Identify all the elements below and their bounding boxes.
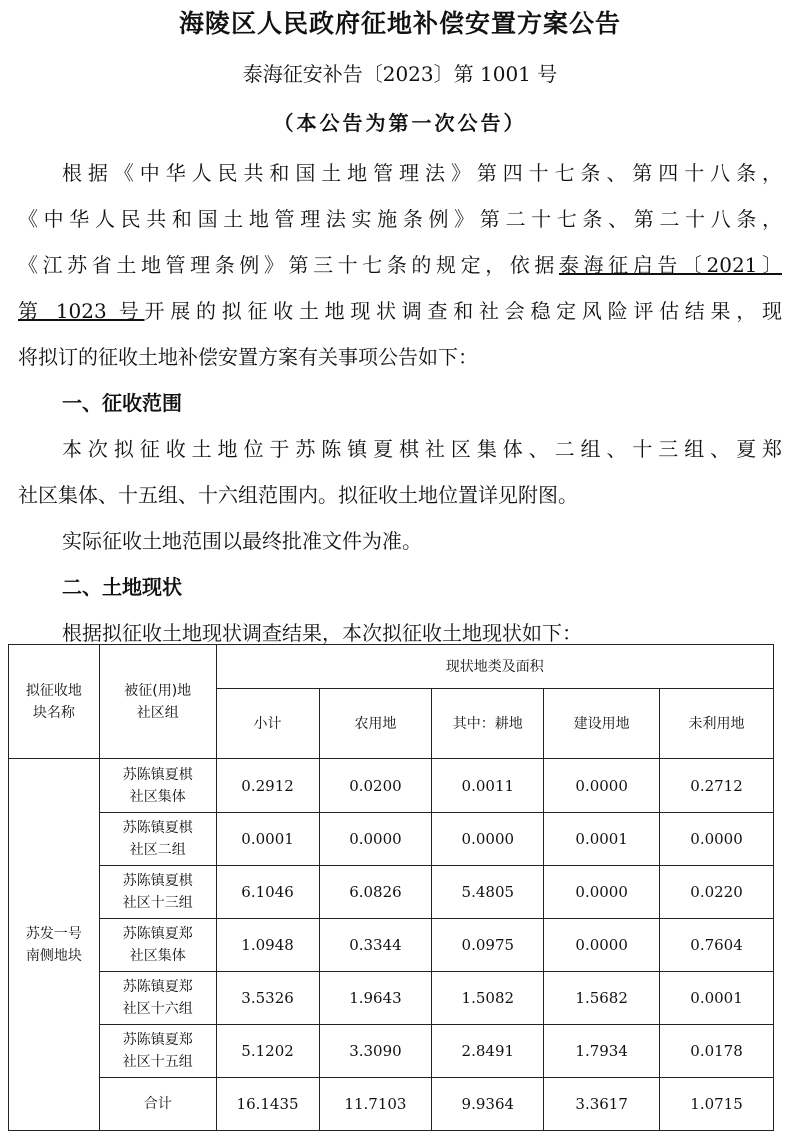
paragraph-line: 《中华人民共和国土地管理法实施条例》第二十七条、第二十八条， — [18, 207, 782, 231]
village-cell: 苏陈镇夏郑 社区集体 — [99, 919, 216, 972]
value-cell: 0.2912 — [216, 759, 319, 813]
total-value-cell: 1.0715 — [660, 1078, 774, 1131]
value-cell: 0.7604 — [660, 919, 774, 972]
total-value-cell: 3.3617 — [544, 1078, 660, 1131]
value-cell: 0.0001 — [216, 813, 319, 866]
paragraph-line: 社区集体、十五组、十六组范围内。拟征收土地位置详见附图。 — [18, 483, 578, 507]
paragraph-line: 实际征收土地范围以最终批准文件为准。 — [62, 529, 422, 553]
column-header: 其中：耕地 — [432, 689, 544, 759]
header-block-name: 拟征收地 块名称 — [9, 645, 100, 759]
total-value-cell: 9.9364 — [432, 1078, 544, 1131]
table-row — [9, 759, 774, 813]
value-cell: 1.9643 — [319, 972, 432, 1025]
value-cell: 0.0975 — [432, 919, 544, 972]
value-cell: 0.2712 — [660, 759, 774, 813]
value-cell: 2.8491 — [432, 1025, 544, 1078]
table-total-row — [9, 1078, 774, 1131]
table-row — [9, 972, 774, 1025]
paragraph-text: 《江苏省土地管理条例》第三十七条的规定，依据 — [18, 253, 559, 277]
value-cell: 0.0000 — [544, 759, 660, 813]
value-cell: 0.0011 — [432, 759, 544, 813]
value-cell: 0.0000 — [432, 813, 544, 866]
column-header: 小计 — [216, 689, 319, 759]
section-heading-scope: 一、征收范围 — [62, 391, 182, 415]
column-header: 未利用地 — [660, 689, 774, 759]
village-cell: 苏陈镇夏棋 社区十三组 — [99, 866, 216, 919]
announcement-body — [18, 150, 782, 656]
village-cell: 苏陈镇夏郑 社区十六组 — [99, 972, 216, 1025]
total-value-cell: 11.7103 — [319, 1078, 432, 1131]
value-cell: 0.0178 — [660, 1025, 774, 1078]
value-cell: 0.0001 — [544, 813, 660, 866]
value-cell: 1.7934 — [544, 1025, 660, 1078]
table-row — [9, 813, 774, 866]
paragraph-text: 开展的拟征收土地现状调查和社会稳定风险评估结果，现 — [144, 299, 782, 323]
value-cell: 0.0220 — [660, 866, 774, 919]
paragraph-line: 根据《中华人民共和国土地管理法》第四十七条、第四十八条， — [62, 161, 782, 185]
value-cell: 1.0948 — [216, 919, 319, 972]
column-header: 农用地 — [319, 689, 432, 759]
value-cell: 0.0000 — [660, 813, 774, 866]
page-title: 海陵区人民政府征地补偿安置方案公告 — [178, 9, 621, 38]
value-cell: 6.1046 — [216, 866, 319, 919]
paragraph-line: 本次拟征收土地位于苏陈镇夏棋社区集体、二组、十三组、夏郑 — [62, 437, 782, 461]
village-cell: 苏陈镇夏棋 社区集体 — [99, 759, 216, 813]
announcement-round-note: （本公告为第一次公告） — [273, 111, 527, 135]
section-heading-land-status: 二、土地现状 — [62, 575, 182, 599]
referenced-notice-link[interactable]: 泰海征启告〔2021〕 — [558, 253, 782, 277]
land-status-table — [8, 644, 774, 1131]
value-cell: 5.4805 — [432, 866, 544, 919]
block-name-cell: 苏发一号 南侧地块 — [9, 759, 100, 1131]
value-cell: 3.5326 — [216, 972, 319, 1025]
value-cell: 0.0001 — [660, 972, 774, 1025]
value-cell: 1.5082 — [432, 972, 544, 1025]
value-cell: 0.0000 — [544, 919, 660, 972]
table-row — [9, 1025, 774, 1078]
village-cell: 苏陈镇夏郑 社区十五组 — [99, 1025, 216, 1078]
table-row — [9, 919, 774, 972]
value-cell: 0.0000 — [544, 866, 660, 919]
paragraph-line — [18, 288, 782, 334]
referenced-notice-link-number[interactable]: 第 1023 号 — [18, 299, 145, 323]
paragraph-line: 将拟订的征收土地补偿安置方案有关事项公告如下： — [18, 345, 478, 369]
paragraph-line — [18, 242, 782, 288]
village-cell: 苏陈镇夏棋 社区二组 — [99, 813, 216, 866]
table-row — [9, 866, 774, 919]
header-land-type-area: 现状地类及面积 — [216, 645, 773, 689]
total-value-cell: 16.1435 — [216, 1078, 319, 1131]
value-cell: 3.3090 — [319, 1025, 432, 1078]
value-cell: 5.1202 — [216, 1025, 319, 1078]
header-village-group: 被征(用)地 社区组 — [99, 645, 216, 759]
value-cell: 0.3344 — [319, 919, 432, 972]
total-label: 合计 — [99, 1078, 216, 1131]
value-cell: 1.5682 — [544, 972, 660, 1025]
paragraph-line: 根据拟征收土地现状调查结果，本次拟征收土地现状如下： — [62, 621, 582, 645]
column-header: 建设用地 — [544, 689, 660, 759]
value-cell: 0.0000 — [319, 813, 432, 866]
value-cell: 6.0826 — [319, 866, 432, 919]
document-number: 泰海征安补告〔2023〕第 1001 号 — [242, 62, 558, 86]
value-cell: 0.0200 — [319, 759, 432, 813]
